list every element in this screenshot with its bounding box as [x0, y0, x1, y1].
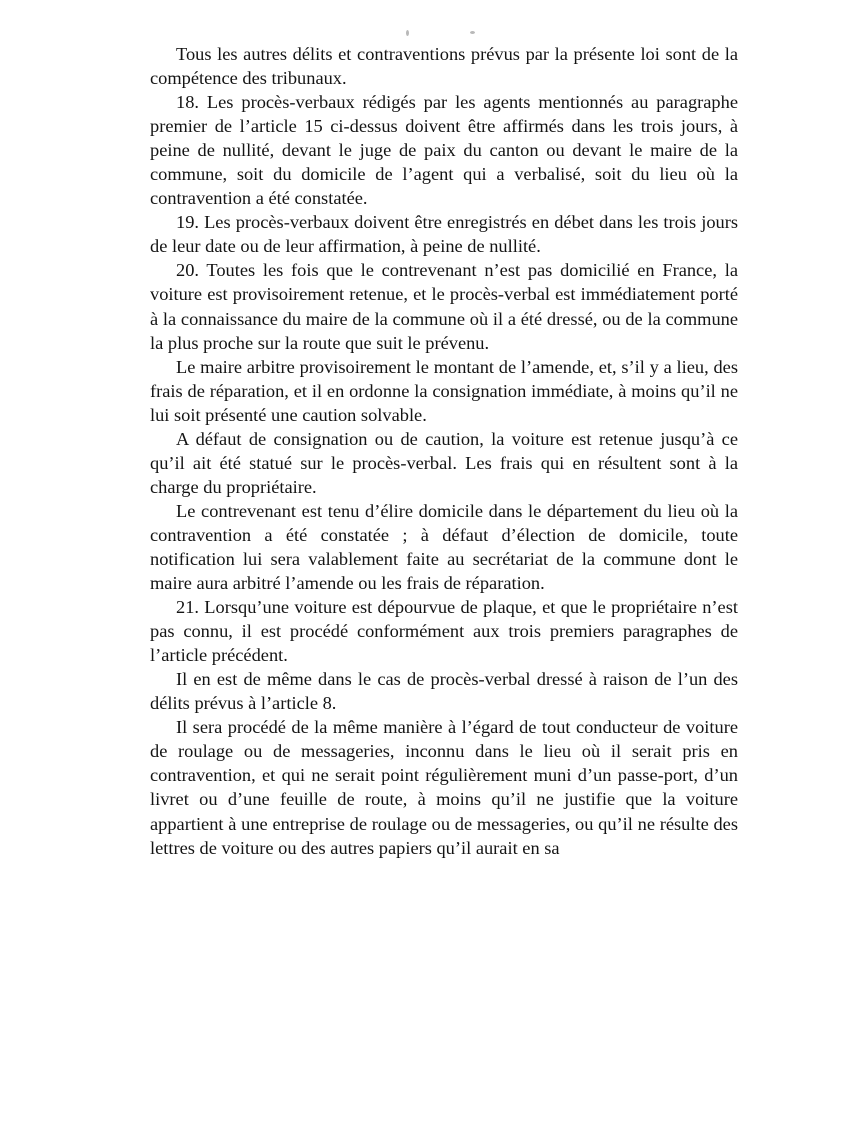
scan-artifact-speck: [470, 31, 475, 34]
paragraph: Le maire arbitre provisoirement le montant de l’amende, et, s’il y a lieu, des frais de réparation, et il en ordonne la consignation immédiate, à moins qu’il ne lui soit présenté une caution solvable.: [150, 356, 738, 425]
paragraph: Il en est de même dans le cas de procès-verbal dressé à raison de l’un des délits prévus à l’article 8.: [150, 669, 738, 714]
paragraph: Tous les autres délits et contraventions prévus par la présente loi sont de la compétence des tribunaux.: [150, 44, 738, 89]
paragraph-article-20: 20. Toutes les fois que le contrevenant n’est pas domicilié en France, la voiture est provisoirement retenue, et le procès-verbal est immédiatement porté à la connaissance du maire de la commune où il a été dressé, ou de la commune la plus proche sur la route que suit le prévenu.: [150, 260, 738, 353]
page-text-block: [150, 42, 738, 860]
paragraph-article-21: 21. Lorsqu’une voiture est dépourvue de plaque, et que le propriétaire n’est pas connu, il est procédé conformément aux trois premiers paragraphes de l’article précédent.: [150, 597, 738, 666]
paragraph: A défaut de consignation ou de caution, la voiture est retenue jusqu’à ce qu’il ait été statué sur le procès-verbal. Les frais qui en résultent sont à la charge du propriétaire.: [150, 428, 738, 497]
paragraph-article-18: 18. Les procès-verbaux rédigés par les agents mentionnés au paragraphe premier de l’article 15 ci-dessus doivent être affirmés dans les trois jours, à peine de nullité, devant le juge de paix du canton ou devant le maire de la commune, soit du domicile de l’agent qui a verbalisé, soit du lieu où la contravention a été constatée.: [150, 92, 738, 209]
paragraph-article-19: 19. Les procès-verbaux doivent être enregistrés en débet dans les trois jours de leur date ou de leur affirmation, à peine de nullité.: [150, 212, 738, 257]
paragraph: Il sera procédé de la même manière à l’égard de tout conducteur de voiture de roulage ou de messageries, inconnu dans le lieu où il serait pris en contravention, et qui ne serait point régulièrement muni d’un passe-port, d’un livret ou d’une feuille de route, à moins qu’il ne justifie que la voiture appartient à une entreprise de roulage ou de messageries, ou qu’il ne résulte des lettres de voiture ou des autres papiers qu’il aurait en sa: [150, 717, 738, 858]
scan-artifact-speck: [406, 30, 409, 36]
paragraph: Le contrevenant est tenu d’élire domicile dans le département du lieu où la contravention a été constatée ; à défaut d’élection de domicile, toute notification lui sera valablement faite au secrétariat de la commune dont le maire aura arbitré l’amende ou les frais de réparation.: [150, 500, 738, 594]
